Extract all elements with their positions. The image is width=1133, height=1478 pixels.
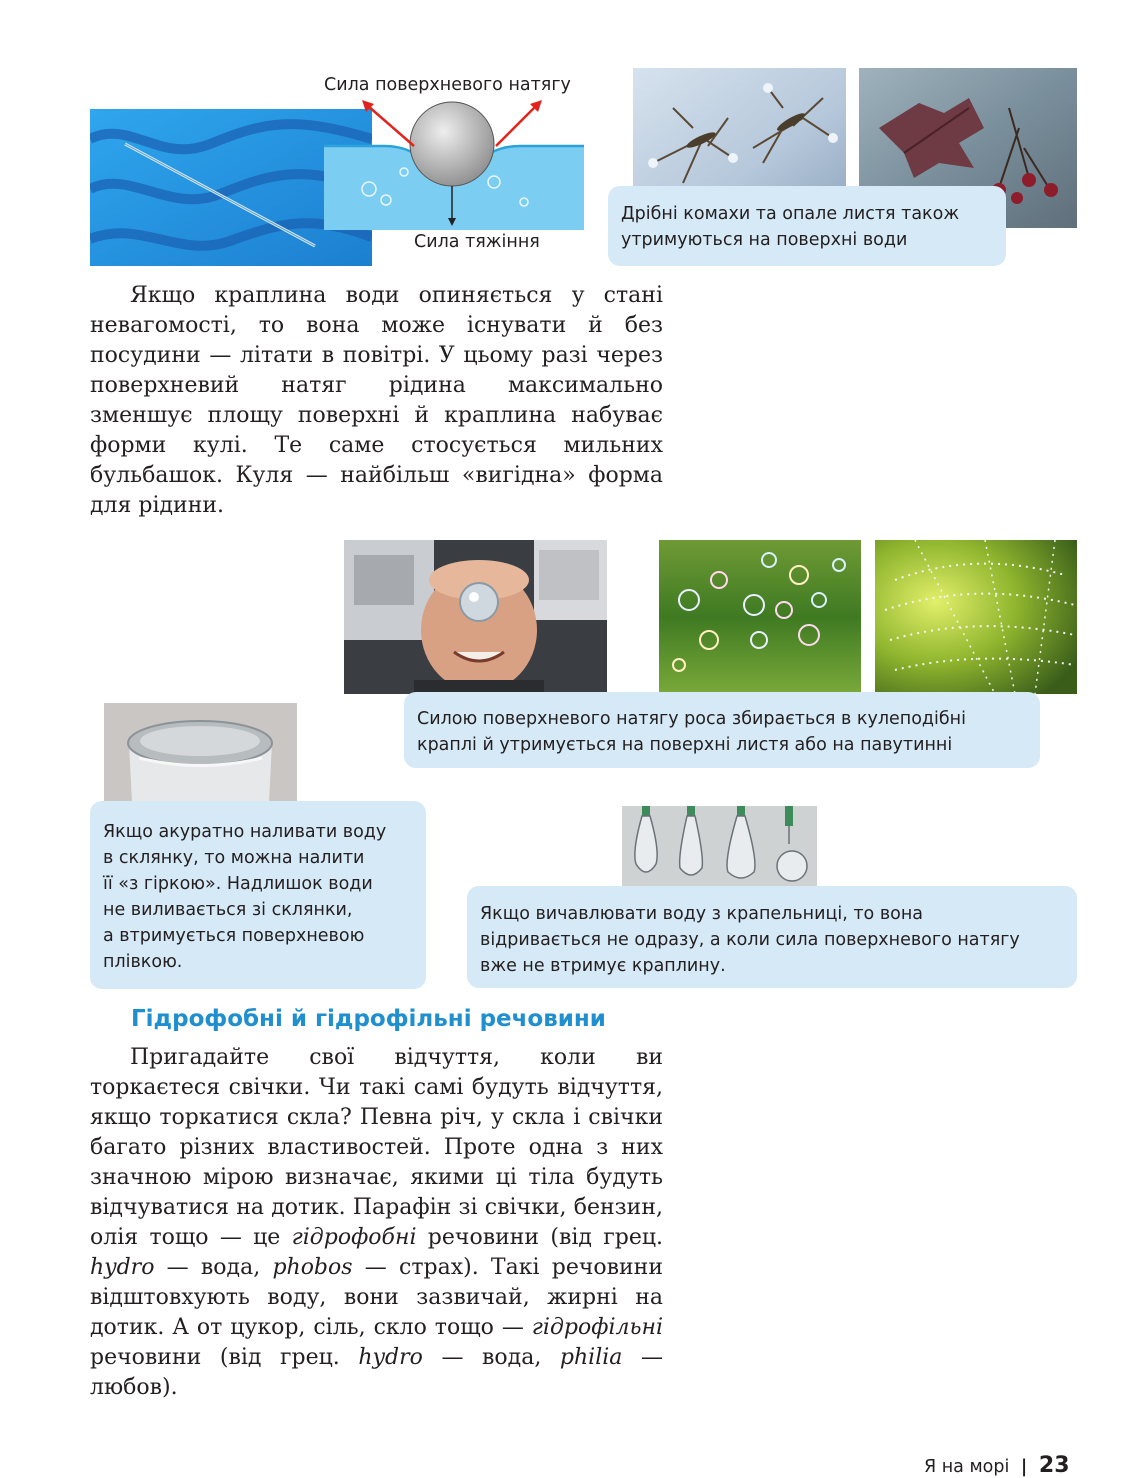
text-run: — страх). Такі речовини відштовхують воду, вони зазвичай, жирні на дотик. А от цукор, сіль, скло тощо — bbox=[90, 1255, 664, 1340]
section-heading: Гідрофобні й гідрофільні речовини bbox=[131, 1006, 606, 1032]
text-run: речовини (від грец. bbox=[90, 1345, 359, 1370]
caption-line: відривається не одразу, а коли сила поверхневого натягу bbox=[480, 930, 1020, 950]
diagram-bottom-label: Сила тяжіння bbox=[414, 232, 540, 252]
caption-line: не виливається зі склянки, bbox=[103, 900, 353, 920]
paragraph-text: Якщо краплина води опиняється у стані невагомості, то вона може існувати й без посудини — літати в повітрі. У цьому разі через поверхневий натяг рідина максимально зменшує площу поверхні й краплина набуває форми кулі. Те саме стосується мильних бульбашок. Куля — найбільш «вигідна» форма для рідини. bbox=[90, 283, 663, 518]
footer-separator: | bbox=[1020, 1457, 1028, 1477]
greek-word: phobos bbox=[272, 1255, 353, 1280]
full-glass-photo bbox=[104, 703, 297, 803]
soap-bubbles-photo bbox=[659, 540, 861, 694]
text-run: Пригадайте свої відчуття, коли ви торкаєтеся свічки. Чи такі самі будуть відчуття, якщо торкатися скла? Певна річ, у скла і свічки багато різних властивостей. Проте одна з них значною мірою визначає, якими ці тіла будуть відчуватися на дотик. Парафін зі свічки, бензин, олія тощо — це bbox=[90, 1045, 663, 1250]
caption-line: вже не втримує краплину. bbox=[480, 956, 726, 976]
astronaut-water-drop-photo bbox=[344, 540, 607, 694]
term-hydrophobic: гідрофобні bbox=[291, 1225, 417, 1250]
term-hydrophilic: гідрофільні bbox=[531, 1315, 663, 1340]
dropper-caption bbox=[467, 886, 1077, 988]
greek-word: hydro bbox=[358, 1345, 423, 1370]
caption-line: краплі й утримується на поверхні листя або на павутинні bbox=[417, 735, 953, 755]
section-name: Я на морі bbox=[924, 1457, 1010, 1477]
greek-word: philia bbox=[559, 1345, 623, 1370]
text-run: — вода, bbox=[422, 1345, 560, 1370]
water-drops-dropper-photo bbox=[622, 806, 817, 886]
paragraph-weightlessness bbox=[90, 281, 663, 521]
dew-on-spiderweb-photo bbox=[875, 540, 1077, 694]
caption-line: а втримується поверхневою bbox=[103, 926, 365, 946]
caption-line: Якщо вичавлювати воду з крапельниці, то вона bbox=[480, 904, 924, 924]
caption-line: Якщо акуратно наливати воду bbox=[103, 822, 387, 842]
caption-line: Силою поверхневого натягу роса збирається в кулеподібні bbox=[417, 709, 966, 729]
text-run: — вода, bbox=[154, 1255, 273, 1280]
caption-line: утримуються на поверхні води bbox=[621, 230, 908, 250]
glass-caption bbox=[90, 801, 426, 989]
dew-caption bbox=[404, 692, 1040, 768]
text-run: — любов). bbox=[90, 1345, 664, 1400]
text-run: речовини (від грец. bbox=[416, 1225, 663, 1250]
page-number: 23 bbox=[1038, 1453, 1070, 1478]
caption-line: її «з гіркою». Надлишок води bbox=[103, 874, 373, 894]
caption-line: плівкою. bbox=[103, 952, 183, 972]
paragraph-text bbox=[90, 1043, 663, 1403]
page-footer bbox=[924, 1453, 1070, 1478]
surface-tension-diagram bbox=[324, 94, 584, 230]
greek-word: hydro bbox=[90, 1255, 155, 1280]
diagram-top-label: Сила поверхневого натягу bbox=[324, 75, 571, 95]
caption-line: Дрібні комахи та опале листя також bbox=[621, 204, 960, 224]
caption-line: в склянку, то можна налити bbox=[103, 848, 365, 868]
paragraph-hydrophobic bbox=[90, 1043, 663, 1403]
insects-caption bbox=[608, 186, 1006, 266]
